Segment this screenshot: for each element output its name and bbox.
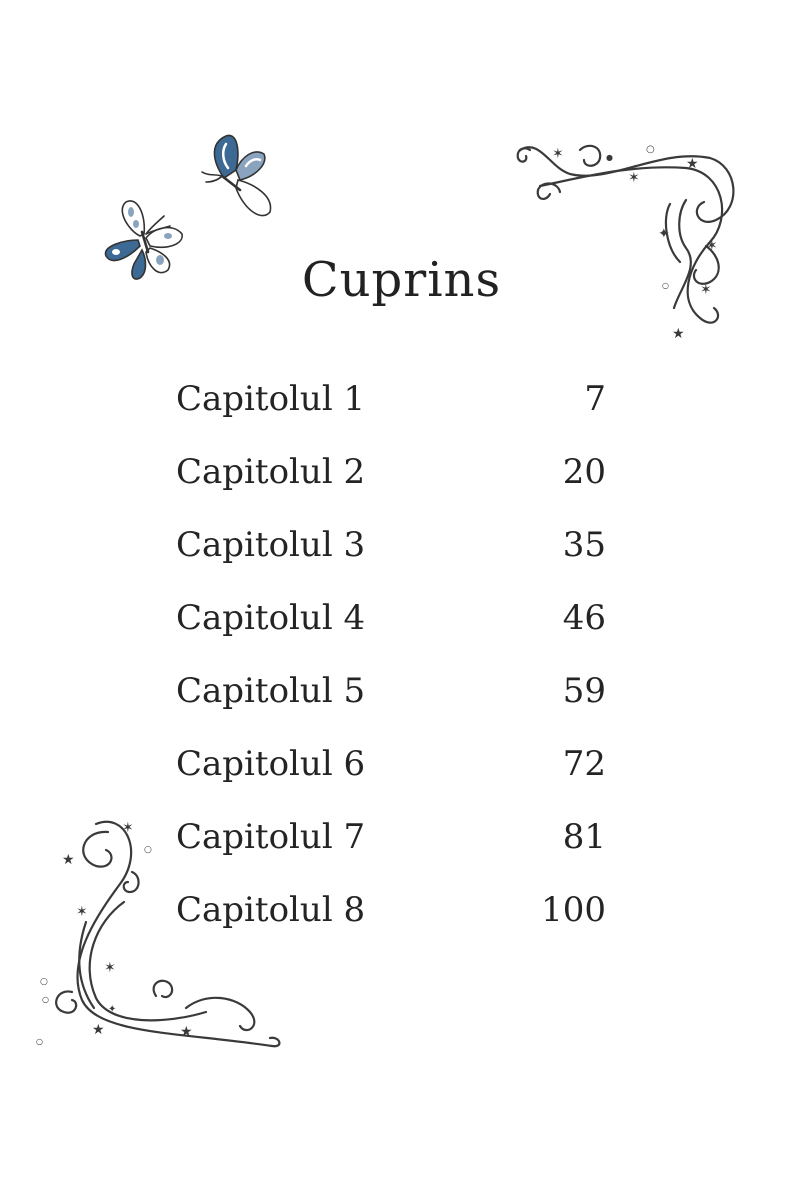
toc-page-number: 81 <box>562 816 606 857</box>
svg-text:○: ○ <box>36 1037 43 1046</box>
svg-text:✦: ✦ <box>108 1004 117 1015</box>
toc-page-number: 100 <box>541 889 606 930</box>
toc-page-number: 7 <box>584 378 606 419</box>
svg-text:★: ★ <box>180 1024 193 1040</box>
svg-text:○: ○ <box>40 977 48 987</box>
toc-entry[interactable] <box>176 435 606 508</box>
toc-entry[interactable] <box>176 581 606 654</box>
toc-chapter-label: Capitolul 2 <box>176 451 366 492</box>
toc-entry[interactable] <box>176 727 606 800</box>
toc-entry[interactable] <box>176 800 606 873</box>
toc-entry[interactable] <box>176 654 606 727</box>
svg-text:✦: ✦ <box>658 226 670 242</box>
svg-text:○: ○ <box>646 144 655 155</box>
svg-text:○: ○ <box>662 281 669 290</box>
page-title: Cuprins <box>301 252 502 308</box>
table-of-contents <box>176 362 606 946</box>
toc-page-number: 59 <box>562 670 606 711</box>
butterfly-icon <box>196 130 280 222</box>
toc-page-number: 20 <box>562 451 606 492</box>
toc-chapter-label: Capitolul 4 <box>176 597 366 638</box>
svg-text:✶: ✶ <box>552 146 564 162</box>
toc-page-number: 35 <box>562 524 606 565</box>
toc-chapter-label: Capitolul 5 <box>176 670 366 711</box>
toc-chapter-label: Capitolul 3 <box>176 524 366 565</box>
swirl-ornament-icon <box>510 138 750 348</box>
svg-text:✶: ✶ <box>76 904 88 920</box>
svg-text:✶: ✶ <box>706 238 718 254</box>
toc-entry[interactable] <box>176 508 606 581</box>
svg-text:✶: ✶ <box>700 282 712 298</box>
toc-chapter-label: Capitolul 8 <box>176 889 366 930</box>
svg-text:★: ★ <box>62 852 75 868</box>
toc-chapter-label: Capitolul 6 <box>176 743 366 784</box>
svg-text:✶: ✶ <box>104 960 116 976</box>
toc-chapter-label: Capitolul 7 <box>176 816 366 857</box>
toc-entry[interactable] <box>176 873 606 946</box>
svg-text:✶: ✶ <box>122 820 134 836</box>
svg-text:★: ★ <box>672 326 685 342</box>
toc-chapter-label: Capitolul 1 <box>176 378 366 419</box>
svg-text:★: ★ <box>686 156 699 172</box>
svg-text:★: ★ <box>92 1022 105 1038</box>
toc-entry[interactable] <box>176 362 606 435</box>
svg-text:●: ● <box>606 153 613 162</box>
svg-text:○: ○ <box>42 995 49 1004</box>
svg-text:○: ○ <box>144 845 152 855</box>
toc-page-number: 72 <box>562 743 606 784</box>
toc-page-number: 46 <box>562 597 606 638</box>
svg-text:✶: ✶ <box>628 170 640 186</box>
